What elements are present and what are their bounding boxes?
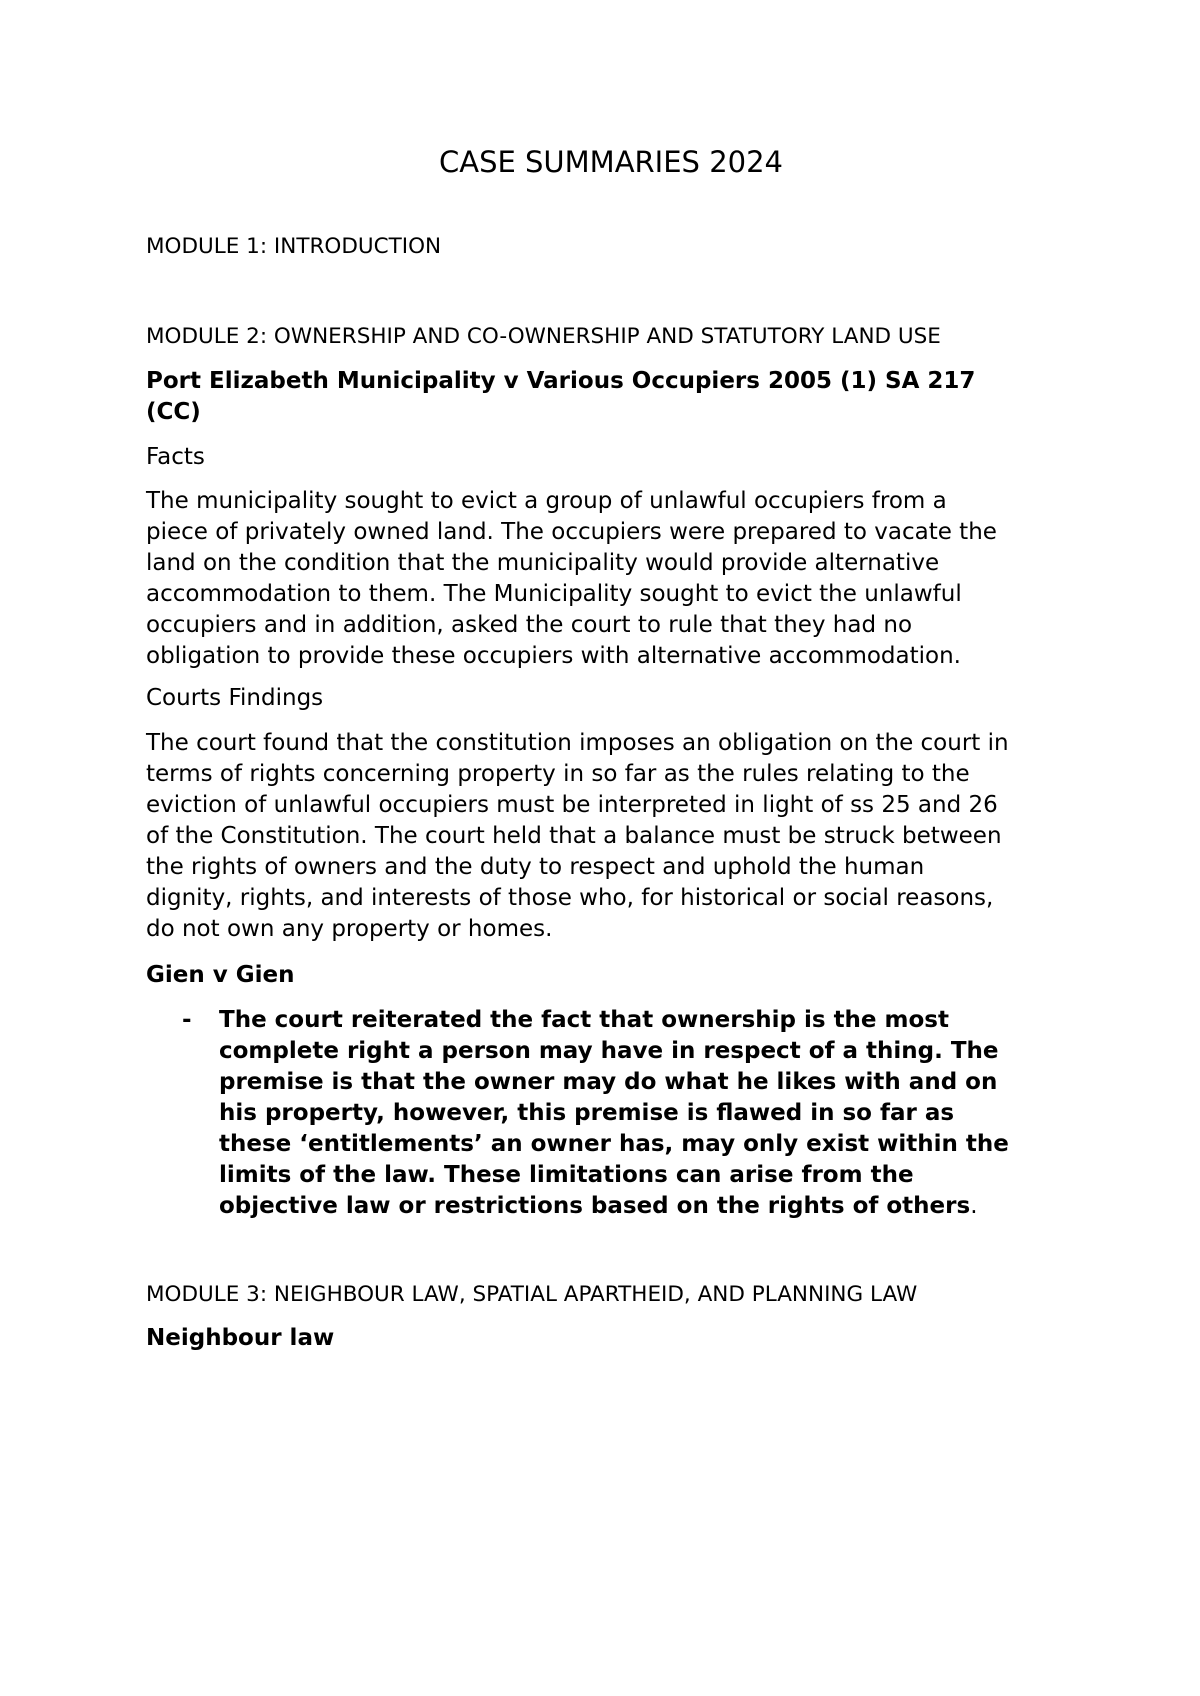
facts-label: Facts (146, 444, 205, 470)
findings-line: The court found that the constitution imposes an obligation on the court in (146, 730, 1009, 756)
bullet-text-line: premise is that the owner may do what he likes with and on (219, 1069, 998, 1095)
findings-line: do not own any property or homes. (146, 916, 553, 942)
facts-line: accommodation to them. The Municipality sought to evict the unlawful (146, 581, 962, 607)
bullet-text-line (219, 1191, 978, 1222)
findings-line: of the Constitution. The court held that a balance must be struck between (146, 823, 1002, 849)
bullet-text-line: these ‘entitlements’ an owner has, may only exist within the (219, 1131, 1009, 1157)
module-2-heading: MODULE 2: OWNERSHIP AND CO-OWNERSHIP AND STATUTORY LAND USE (146, 324, 941, 349)
bullet-text-line: The court reiterated the fact that ownership is the most (219, 1007, 949, 1033)
subsection-title-neighbour-law: Neighbour law (146, 1325, 335, 1351)
bullet-period: . (970, 1193, 978, 1219)
findings-line: the rights of owners and the duty to respect and uphold the human (146, 854, 925, 880)
facts-line: The municipality sought to evict a group of unlawful occupiers from a (146, 488, 947, 514)
case-title-port-elizabeth (146, 366, 1066, 428)
bullet-text-line: his property, however, this premise is flawed in so far as (219, 1100, 955, 1126)
case-title-line: (CC) (146, 399, 201, 425)
facts-line: obligation to provide these occupiers with alternative accommodation. (146, 643, 961, 669)
findings-line: dignity, rights, and interests of those who, for historical or social reasons, (146, 885, 994, 911)
bullet-text-fragment: objective law or restrictions based on the rights of others (219, 1193, 971, 1219)
bullet-text-line: limits of the law. These limitations can arise from the (219, 1162, 914, 1188)
case-title-gien-v-gien: Gien v Gien (146, 962, 295, 988)
findings-line: eviction of unlawful occupiers must be interpreted in light of ss 25 and 26 (146, 792, 998, 818)
facts-line: piece of privately owned land. The occupiers were prepared to vacate the (146, 519, 997, 545)
module-3-heading: MODULE 3: NEIGHBOUR LAW, SPATIAL APARTHEID, AND PLANNING LAW (146, 1282, 918, 1307)
bullet-text-line: complete right a person may have in respect of a thing. The (219, 1038, 999, 1064)
document-title: CASE SUMMARIES 2024 (438, 145, 783, 179)
case-title-line: Port Elizabeth Municipality v Various Occupiers 2005 (1) SA 217 (146, 368, 976, 394)
bullet-marker: - (182, 1007, 192, 1033)
facts-line: land on the condition that the municipality would provide alternative (146, 550, 940, 576)
findings-label: Courts Findings (146, 685, 324, 711)
facts-line: occupiers and in addition, asked the court to rule that they had no (146, 612, 913, 638)
module-1-heading: MODULE 1: INTRODUCTION (146, 234, 442, 259)
findings-line: terms of rights concerning property in so far as the rules relating to the (146, 761, 970, 787)
